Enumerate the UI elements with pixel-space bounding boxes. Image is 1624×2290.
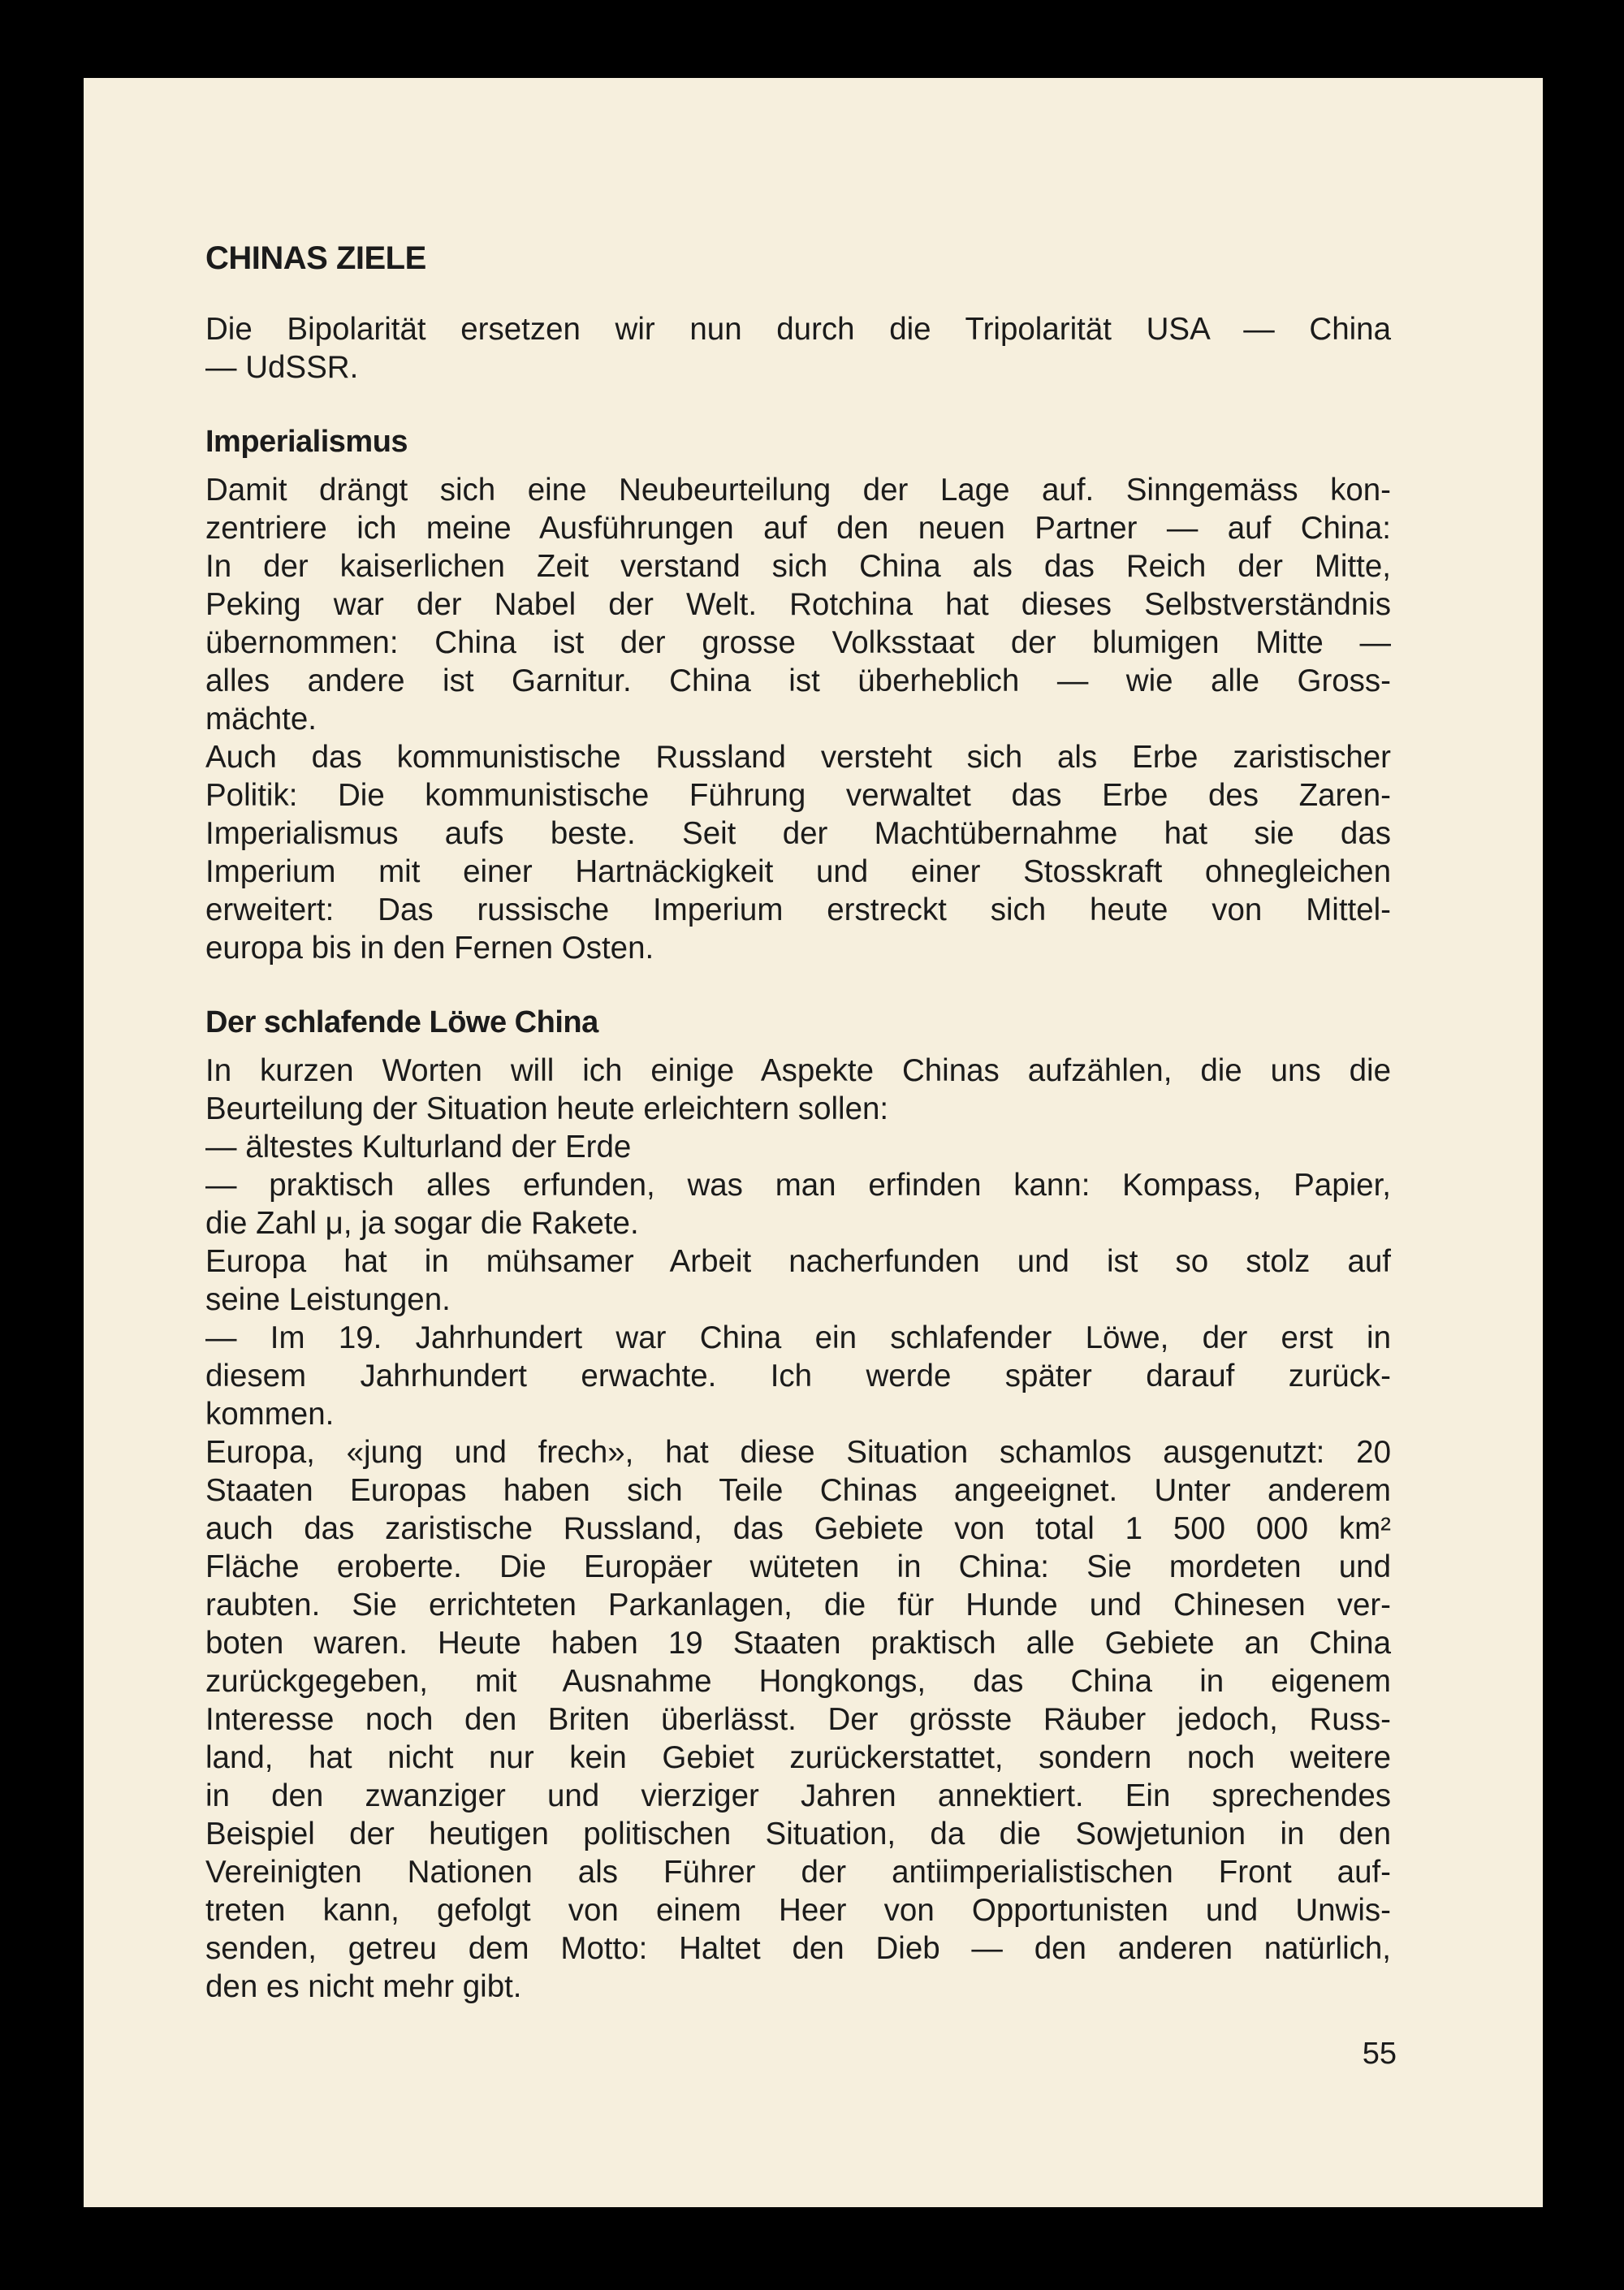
text-line: Politik: Die kommunistische Führung verwaltet das Erbe des Zaren- bbox=[205, 778, 1391, 813]
text-line: Damit drängt sich eine Neubeurteilung der Lage auf. Sinngemäss kon- bbox=[205, 473, 1391, 508]
text-line: In der kaiserlichen Zeit verstand sich China als das Reich der Mitte, bbox=[205, 549, 1391, 584]
text-line: Fläche eroberte. Die Europäer wüteten in China: Sie mordeten und bbox=[205, 1549, 1391, 1584]
list-item: — praktisch alles erfunden, was man erfinden kann: Kompass, Papier, bbox=[205, 1168, 1391, 1203]
imperialismus-paragraph-2 bbox=[205, 738, 1391, 967]
text-line: alles andere ist Garnitur. China ist überheblich — wie alle Gross- bbox=[205, 663, 1391, 698]
text-line: auch das zaristische Russland, das Gebiete von total 1 500 000 km² bbox=[205, 1511, 1391, 1546]
section-heading-imperialismus: Imperialismus bbox=[205, 425, 408, 459]
page-number: 55 bbox=[1362, 2037, 1397, 2071]
text-line: Interesse noch den Briten überlässt. Der grösste Räuber jedoch, Russ- bbox=[205, 1702, 1391, 1737]
text-line: den es nicht mehr gibt. bbox=[205, 1969, 522, 2004]
chapter-heading: CHINAS ZIELE bbox=[205, 240, 426, 276]
text-line: Imperialismus aufs beste. Seit der Machtübernahme hat sie das bbox=[205, 816, 1391, 851]
intro-paragraph bbox=[205, 310, 1391, 387]
text-line: Peking war der Nabel der Welt. Rotchina hat dieses Selbstverständnis bbox=[205, 587, 1391, 622]
text-line: Europa hat in mühsamer Arbeit nacherfunden und ist so stolz auf bbox=[205, 1244, 1391, 1279]
text-line: Die Bipolarität ersetzen wir nun durch die Tripolarität USA — China bbox=[205, 312, 1391, 347]
text-line: die Zahl μ, ja sogar die Rakete. bbox=[205, 1206, 639, 1241]
text-line: Beurteilung der Situation heute erleichtern sollen: bbox=[205, 1091, 889, 1126]
text-line: europa bis in den Fernen Osten. bbox=[205, 931, 654, 966]
text-line: zurückgegeben, mit Ausnahme Hongkongs, das China in eigenem bbox=[205, 1664, 1391, 1699]
text-line: kommen. bbox=[205, 1397, 335, 1432]
imperialismus-paragraph-1 bbox=[205, 471, 1391, 738]
list-item: — Im 19. Jahrhundert war China ein schlafender Löwe, der erst in bbox=[205, 1320, 1391, 1355]
text-line: in den zwanziger und vierziger Jahren annektiert. Ein sprechendes bbox=[205, 1778, 1391, 1813]
text-line: raubten. Sie errichteten Parkanlagen, die für Hunde und Chinesen ver- bbox=[205, 1588, 1391, 1622]
text-line: — UdSSR. bbox=[205, 350, 359, 385]
text-line: Auch das kommunistische Russland versteht sich als Erbe zaristischer bbox=[205, 740, 1391, 775]
text-line: Imperium mit einer Hartnäckigkeit und einer Stosskraft ohnegleichen bbox=[205, 854, 1391, 889]
page-content bbox=[205, 214, 1391, 2006]
text-line: treten kann, gefolgt von einem Heer von Opportunisten und Unwis- bbox=[205, 1893, 1391, 1928]
text-line: diesem Jahrhundert erwachte. Ich werde später darauf zurück- bbox=[205, 1359, 1391, 1393]
section-heading-schlafende-loewe: Der schlafende Löwe China bbox=[205, 1005, 598, 1039]
text-line: zentriere ich meine Ausführungen auf den neuen Partner — auf China: bbox=[205, 511, 1391, 546]
text-line: land, hat nicht nur kein Gebiet zurückerstattet, sondern noch weitere bbox=[205, 1740, 1391, 1775]
text-line: übernommen: China ist der grosse Volksstaat der blumigen Mitte — bbox=[205, 625, 1391, 660]
text-line: mächte. bbox=[205, 702, 317, 737]
text-line: seine Leistungen. bbox=[205, 1282, 451, 1317]
text-line: Staaten Europas haben sich Teile Chinas angeeignet. Unter anderem bbox=[205, 1473, 1391, 1508]
text-line: Europa, «jung und frech», hat diese Situation schamlos ausgenutzt: 20 bbox=[205, 1435, 1391, 1470]
list-item: — ältestes Kulturland der Erde bbox=[205, 1130, 632, 1164]
text-line: boten waren. Heute haben 19 Staaten praktisch alle Gebiete an China bbox=[205, 1626, 1391, 1661]
text-line: Vereinigten Nationen als Führer der antiimperialistischen Front auf- bbox=[205, 1855, 1391, 1890]
text-line: Beispiel der heutigen politischen Situation, da die Sowjetunion in den bbox=[205, 1817, 1391, 1851]
text-line: erweitert: Das russische Imperium erstreckt sich heute von Mittel- bbox=[205, 892, 1391, 927]
text-line: In kurzen Worten will ich einige Aspekte Chinas aufzählen, die uns die bbox=[205, 1053, 1391, 1088]
schlafende-loewe-text bbox=[205, 1052, 1391, 2006]
text-line: senden, getreu dem Motto: Haltet den Dieb — den anderen natürlich, bbox=[205, 1931, 1391, 1966]
